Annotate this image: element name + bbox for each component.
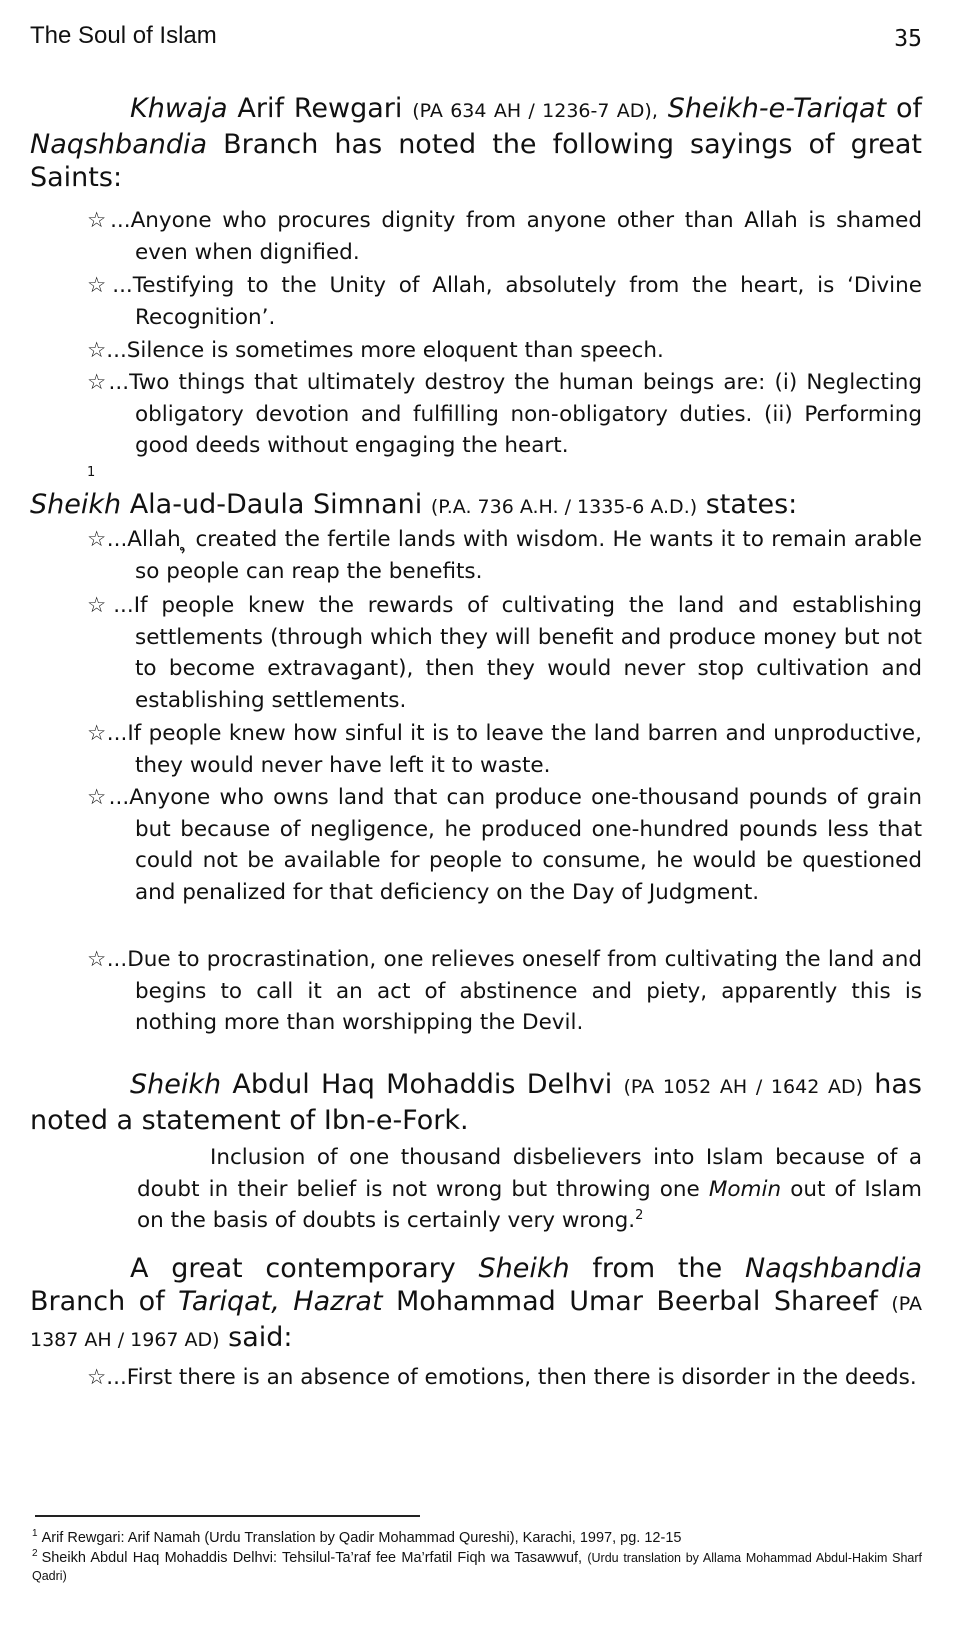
footnote: $^1$ Arif Rewgari: Arif Namah (Urdu Translation by Qadir Mohammad Qureshi), Karachi, 1997, pg. 12-15 (32, 1528, 682, 1546)
paragraph-beerbal-shareef: A great contemporary Sheikh from the Naqshbandia Branch of Tariqat, Hazrat Mohammad Umar Beerbal Shareef (PA 1387 AH / 1967 AD) said: (30, 1253, 923, 1353)
paragraph-delhvi: Sheikh Abdul Haq Mohaddis Delhvi (PA 1052 AH / 1642 AD) has noted a statement of Ibn-e-Fork. (30, 1069, 922, 1136)
footnote-mark: 1 (32, 1528, 38, 1540)
date-ref: (PA 634 AH / 1236-7 AD), (412, 100, 658, 122)
honorific-khwaja: Khwaja (130, 93, 228, 124)
list-item: ☆...If people knew the rewards of cultivating the land and establishing settlements (through which they will benefit and produce money but not to become extravagant), then they would never stop cultivation and establishing settlements. (87, 593, 922, 713)
list-item: ☆...Anyone who procures dignity from anyone other than Allah is shamed even when dignified. (87, 208, 922, 265)
list-item: ☆...Due to procrastination, one relieves oneself from cultivating the land and begins to call it an act of abstinence and piety, apparently this is nothing more than worshipping the Devil. (87, 947, 922, 1035)
list-item: ☆...Allah ຸ created the fertile lands with wisdom. He wants it to remain arable so people can reap the benefits. (87, 527, 922, 584)
block-quote: Inclusion of one thousand disbelievers into Islam because of a doubt in their belief is not wrong but throwing one Momin out of Islam on the basis of doubts is certainly very wrong.$^2$ (137, 1145, 922, 1233)
list-item: ☆...First there is an absence of emotions, then there is disorder in the deeds. (87, 1365, 917, 1390)
list-item: ☆...Anyone who owns land that can produce one-thousand pounds of grain but because of negligence, he produced one-hundred pounds less that could not be available for people to consume, he would be questioned and penalized for that deficiency on the Day of Judgment. (87, 785, 922, 905)
footnote: $^2$ Sheikh Abdul Haq Mohaddis Delhvi: Tehsilul-Ta’raf fee Ma’rfatil Fiqh wa Tasawwuf, (Urdu translation by Allama Mohammad Abdul-Hakim Sharf Qadri) (32, 1548, 922, 1583)
list-item: ☆...Silence is sometimes more eloquent than speech. (87, 338, 664, 363)
list-item: ☆...If people knew how sinful it is to leave the land barren and unproductive, they would never have left it to waste. (87, 721, 922, 778)
list-item: ☆...Testifying to the Unity of Allah, absolutely from the heart, is ‘Divine Recognition’. (87, 273, 922, 330)
date-ref: (PA 1387 AH / 1967 AD) (30, 1293, 922, 1351)
paragraph-simnani: Sheikh Ala-ud-Daula Simnani (P.A. 736 A.H. / 1335-6 A.D.) states: (30, 489, 798, 520)
footnote-mark: 2 (32, 1548, 38, 1560)
list-item: ☆...Two things that ultimately destroy the human beings are: (i) Neglecting obligatory devotion and fulfilling non-obligatory duties. (ii) Performing good deeds without engaging the heart. $^1$ (87, 370, 922, 480)
page-number: 35 (894, 26, 922, 52)
date-ref: (P.A. 736 A.H. / 1335-6 A.D.) (430, 496, 698, 518)
running-title: The Soul of Islam (30, 22, 217, 49)
footnote-divider (35, 1515, 420, 1517)
paragraph-khwaja-arif: Khwaja Arif Rewgari (PA 634 AH / 1236-7 AD), Sheikh-e-Tariqat of Naqshbandia Branch has noted the following sayings of great Saints: (30, 93, 922, 193)
running-header (30, 22, 922, 52)
footnote-mark: 1 (87, 464, 96, 480)
date-ref: (PA 1052 AH / 1642 AD) (623, 1076, 864, 1098)
footnote-mark: 2 (635, 1207, 644, 1223)
